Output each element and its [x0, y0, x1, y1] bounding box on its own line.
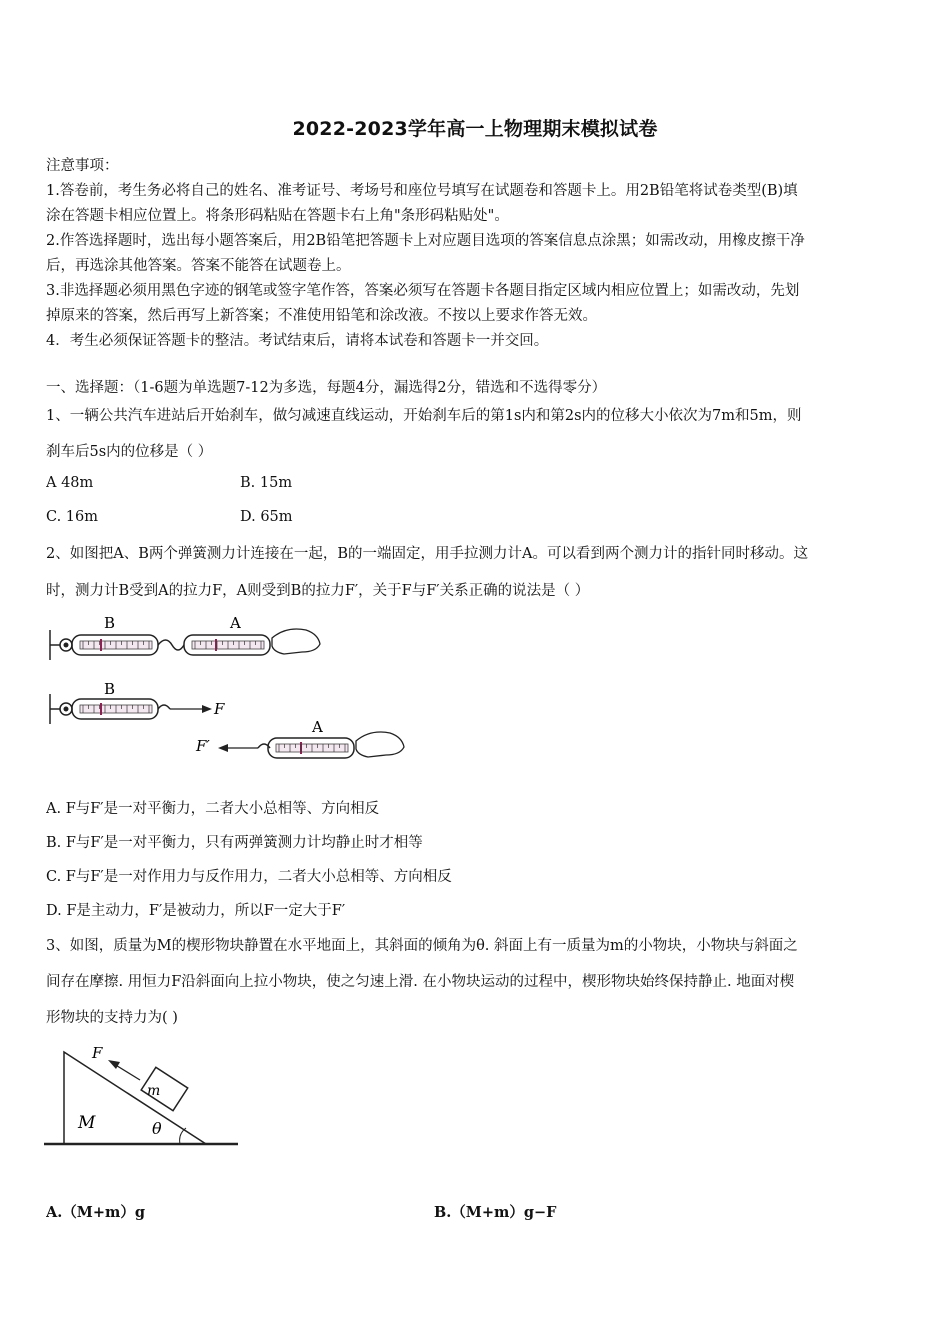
q3-option-b: B.（M+m）g−F: [434, 1204, 557, 1221]
label-small-mass: m: [147, 1083, 161, 1099]
notice-heading: 注意事项：: [46, 158, 119, 174]
notice-line: 4．考生必须保证答题卡的整洁。考试结束后，请将本试卷和答题卡一并交回。: [46, 333, 549, 349]
q1-option-c: C. 16m: [46, 509, 98, 525]
q3-stem: 间存在摩擦. 用恒力F沿斜面向上拉小物块，使之匀速上滑. 在小物块运动的过程中，楔形物块始终保持静止. 地面对楔: [46, 974, 795, 990]
label-a: A: [230, 614, 241, 632]
q2-option-b: B. F与F′是一对平衡力，只有两弹簧测力计均静止时才相等: [46, 835, 423, 851]
label-b: B: [104, 614, 116, 632]
q2-option-a: A. F与F′是一对平衡力，二者大小总相等、方向相反: [46, 801, 380, 817]
q3-stem: 形物块的支持力为( ): [46, 1010, 178, 1026]
q3-option-a: A.（M+m）g: [46, 1204, 145, 1221]
q1-option-b: B. 15m: [240, 475, 293, 491]
notice-line: 涂在答题卡相应位置上。将条形码粘贴在答题卡右上角"条形码粘贴处"。: [46, 208, 509, 224]
section-heading: 一、选择题：（1-6题为单选题7-12为多选，每题4分，漏选得2分，错选和不选得零分）: [46, 380, 607, 396]
label-theta: θ: [152, 1119, 162, 1138]
spring-scale-figure: [46, 608, 416, 774]
label-force: F: [92, 1044, 103, 1062]
page-title: 2022-2023学年高一上物理期末模拟试卷: [292, 118, 658, 140]
label-big-mass: M: [78, 1113, 96, 1133]
q1-option-a: A 48m: [46, 475, 94, 491]
label-b2: B: [104, 680, 116, 698]
notice-line: 3.非选择题必须用黑色字迹的钢笔或签字笔作答，答案必须写在答题卡各题目指定区域内相应位置上；如需改动，先划: [46, 283, 800, 299]
notice-line: 2.作答选择题时，选出每小题答案后，用2B铅笔把答题卡上对应题目选项的答案信息点涂黑；如需改动，用橡皮擦干净: [46, 233, 805, 249]
q1-stem: 刹车后5s内的位移是（ ）: [46, 444, 213, 460]
wedge-figure: [44, 1040, 244, 1152]
q1-option-d: D. 65m: [240, 509, 293, 525]
q2-stem: 2、如图把A、B两个弹簧测力计连接在一起，B的一端固定，用手拉测力计A。可以看到两个测力计的指针同时移动。这: [46, 546, 808, 562]
q2-option-c: C. F与F′是一对作用力与反作用力，二者大小总相等、方向相反: [46, 869, 452, 885]
q2-stem: 时，测力计B受到A的拉力F，A则受到B的拉力F′，关于F与F′关系正确的说法是（ ）: [46, 583, 590, 599]
notice-line: 掉原来的答案，然后再写上新答案；不准使用铅笔和涂改液。不按以上要求作答无效。: [46, 308, 597, 324]
q1-stem: 1、一辆公共汽车进站后开始刹车，做匀减速直线运动，开始刹车后的第1s内和第2s内的位移大小依次为7m和5m，则: [46, 408, 802, 424]
notice-line: 后，再选涂其他答案。答案不能答在试题卷上。: [46, 258, 351, 274]
q3-stem: 3、如图，质量为M的楔形物块静置在水平地面上，其斜面的倾角为θ. 斜面上有一质量为m的小物块，小物块与斜面之: [46, 938, 798, 954]
notice-line: 1.答卷前，考生务必将自己的姓名、准考证号、考场号和座位号填写在试题卷和答题卡上。用2B铅笔将试卷类型(B)填: [46, 183, 798, 199]
label-a2: A: [312, 718, 323, 736]
q2-option-d: D. F是主动力，F′是被动力，所以F一定大于F′: [46, 903, 346, 919]
label-f-prime: F′: [196, 737, 210, 755]
label-f: F: [214, 700, 225, 718]
